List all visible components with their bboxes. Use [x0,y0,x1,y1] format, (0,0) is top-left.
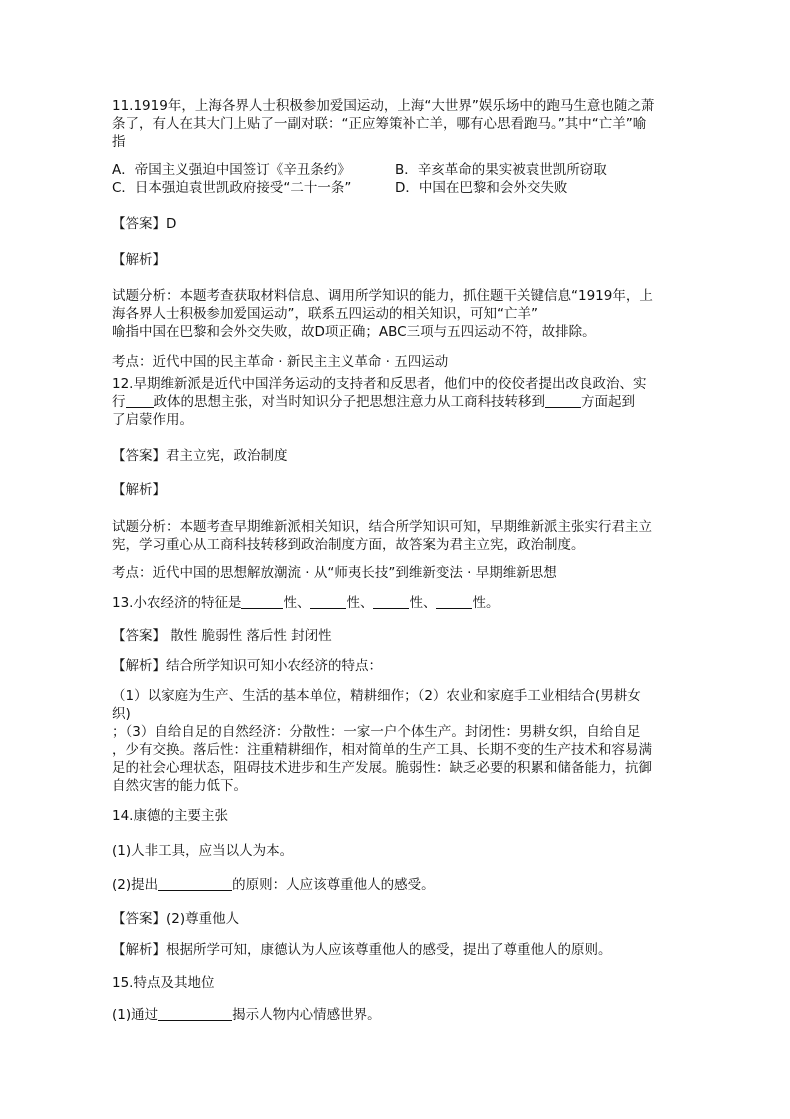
q11-stem-line: 条了，有人在其大门上贴了一副对联：“正应筹策补亡羊，哪有心思看跑马。”其中“亡羊”喻 [112,116,647,132]
q13-text: 性、 [409,595,437,611]
q15-stem: 15.特点及其地位 [112,975,215,991]
fill-blank [373,594,409,609]
q14-item-2 [112,876,435,894]
q12-analysis-line: 试题分析：本题考查早期维新派相关知识，结合所学知识可知，早期维新派主张实行君主立 [112,519,652,535]
q13-text: 性。 [472,595,500,611]
fill-blank [241,594,283,609]
q13-analysis: 【解析】结合所学知识可知小农经济的特点： [112,658,382,674]
q15-text: (1)通过 [112,1007,159,1023]
q11-option-c: C．日本强迫袁世凯政府接受“二十一条” [112,180,352,196]
q11-option-b: B．辛亥革命的果实被袁世凯所窃取 [395,162,607,178]
q13-text: 13.小农经济的特征是 [112,595,242,611]
q11-option-d: D．中国在巴黎和会外交失败 [395,180,568,196]
q12-analysis-line: 宪，学习重心从工商科技转移到政治制度方面，故答案为君主立宪，政治制度。 [112,537,585,553]
q11-analysis-line: 试题分析：本题考查获取材料信息、调用所学知识的能力，抓住题干关键信息“1919年，上 [112,288,653,304]
q14-stem: 14.康德的主要主张 [112,808,228,824]
q12-analysis-label: 【解析】 [112,482,166,498]
q13-detail-line: ；（3）自给自足的自然经济：分散性：一家一户个体生产。封闭性：男耕女织，自给自足 [112,724,641,740]
q11-analysis-line: 海各界人士积极参加爱国运动”，联系五四运动的相关知识，可知“亡羊” [112,306,538,322]
q14-analysis: 【解析】根据所学可知，康德认为人应该尊重他人的感受，提出了尊重他人的原则。 [112,942,612,958]
q12-stem-line: 12.早期维新派是近代中国洋务运动的支持者和反思者，他们中的佼佼者提出改良政治、实 [112,376,647,392]
q15-item-1 [112,1006,381,1024]
fill-blank [158,1006,232,1021]
q14-answer: 【答案】(2)尊重他人 [112,911,240,927]
q11-analysis-label: 【解析】 [112,252,166,268]
fill-blank [545,393,581,408]
q13-answer: 【答案】 散性 脆弱性 落后性 封闭性 [112,628,332,644]
q13-detail-line: 织) [112,706,131,722]
q11-option-a: A．帝国主义强迫中国签订《辛丑条约》 [112,162,351,178]
q12-stem-line: 了启蒙作用。 [112,412,193,428]
q12-answer: 【答案】君主立宪，政治制度 [112,448,288,464]
q15-text: 揭示人物内心情感世界。 [232,1007,381,1023]
q13-text: 性、 [283,595,311,611]
fill-blank [158,876,232,891]
q13-stem [112,594,499,612]
q11-analysis-line: 喻指中国在巴黎和会外交失败，故D项正确；ABC三项与五四运动不符，故排除。 [112,324,596,340]
q11-stem-line: 指 [112,134,126,150]
q14-text: 的原则：人应该尊重他人的感受。 [232,877,435,893]
q14-text: (2)提出 [112,877,159,893]
fill-blank [310,594,346,609]
q12-point: 考点：近代中国的思想解放潮流 · 从“师夷长技”到维新变法 · 早期维新思想 [112,565,557,581]
q14-item-1: (1)人非工具，应当以人为本。 [112,843,294,859]
q11-point: 考点：近代中国的民主革命 · 新民主主义革命 · 五四运动 [112,354,449,370]
q13-detail-line: ，少有交换。落后性：注重精耕细作，相对简单的生产工具、长期不变的生产技术和容易满 [112,742,652,758]
fill-blank [126,393,154,408]
fill-blank [436,594,472,609]
q12-text: 行 [112,394,126,410]
q12-stem-line [112,393,635,411]
q12-text: 方面起到 [581,394,635,410]
q13-text: 性、 [346,595,374,611]
q11-stem-line: 11.1919年，上海各界人士积极参加爱国运动，上海“大世界”娱乐场中的跑马生意也随之萧 [112,98,655,114]
q13-detail-line: 自然灾害的能力低下。 [112,778,247,794]
q11-answer: 【答案】D [112,216,177,232]
q13-detail-line: （1）以家庭为生产、生活的基本单位，精耕细作；（2）农业和家庭手工业相结合(男耕女 [112,688,641,704]
q12-text: 政体的思想主张，对当时知识分子把思想注意力从工商科技转移到 [153,394,545,410]
q13-detail-line: 足的社会心理状态，阻碍技术进步和生产发展。脆弱性：缺乏必要的积累和储备能力，抗御 [112,760,652,776]
